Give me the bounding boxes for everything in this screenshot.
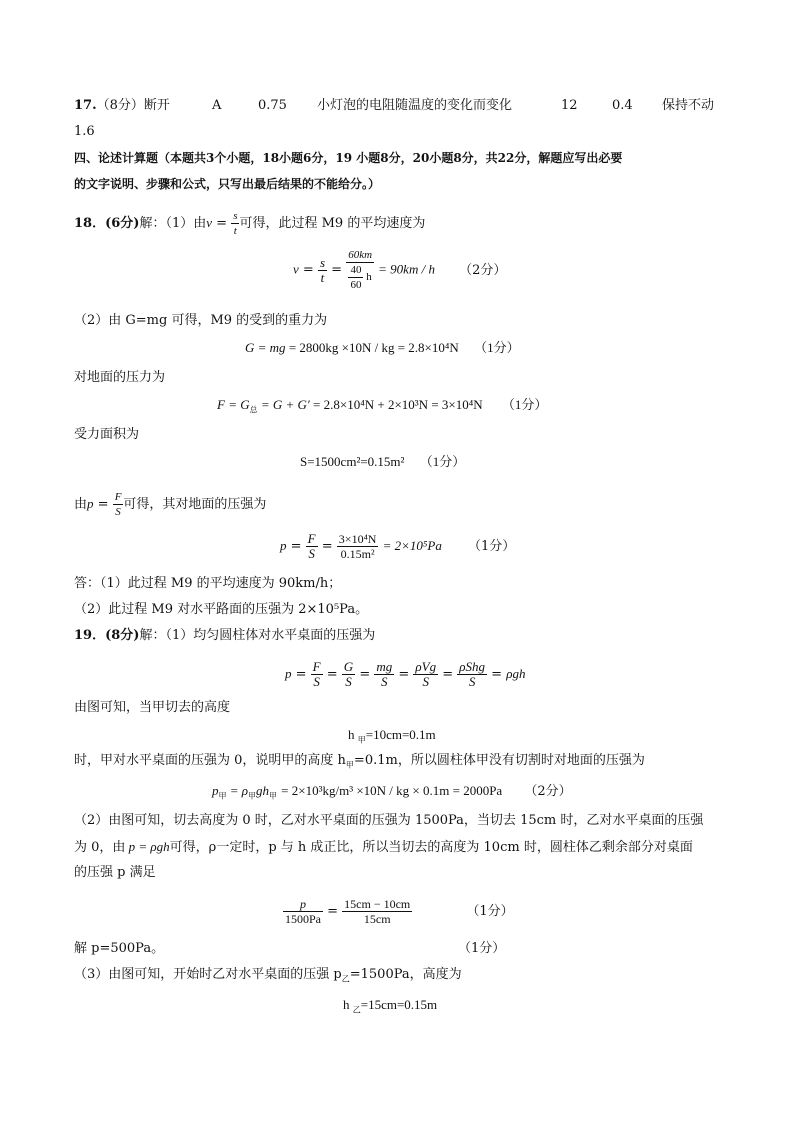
q19-eq-pressure-derivation: p = $\frac{F}{S}$ = $\frac{G}{S}$ = $\frac{mg}{S}$ = $\frac{\text{ρVg}}{S}$ = $\frac{\text{ρShg}}{S}$ = ρgh xyxy=(285,659,526,689)
q18-eq-velocity: v = $\frac{s}{t}$ = 60km $\frac{40}{60}$ h = 90km / h （2分） xyxy=(293,249,507,291)
q17-answer-5: 12 xyxy=(561,98,578,113)
sub-yi-2: 乙 xyxy=(352,1005,361,1015)
q19-intro-text: 解：（1）均匀圆柱体对水平桌面的压强为 xyxy=(139,628,376,643)
q18-intro-pressure: 由p = $\frac{F}{S}$ 可得，其对地面的压强为 xyxy=(74,491,267,518)
q18-eq-area xyxy=(300,454,465,470)
q19-part3 xyxy=(74,967,462,983)
eq-v-den-num: 40 xyxy=(350,264,362,276)
q19-eq-p-jia: $p_甲 = \rho_甲gh_甲 = 2\times 10^3kg/m^3 \times 10N$ / kg × 0.1m = 2000Pa （2分） xyxy=(212,783,572,801)
q18-intro: 18．(6分)解：（1）由v = $\frac{s}{t}$ 可得，此过程 M9 的平均速度为 xyxy=(74,210,426,237)
section4-heading-line2: 的文字说明、步骤和公式，只写出最后结果的不能给分。） xyxy=(74,177,381,191)
q19-part2-line2: 为 0，由 p = ρgh可得，ρ一定时，p 与 h 成正比，所以当切去的高度为 10cm 时，圆柱体乙剩余部分对桌面 xyxy=(74,839,693,855)
eq-v-den-den: 60 xyxy=(350,279,362,291)
q19-part3-b: =1500Pa，高度为 xyxy=(349,967,462,982)
q18-eq-gravity: G = mg = 2800kg ×10N / kg = 2.8×10⁴N （1分） xyxy=(245,340,520,355)
q19-part2-l2b: 可得，ρ一定时，p 与 h 成正比，所以当切去的高度为 10cm 时，圆柱体乙剩余部分对桌面 xyxy=(169,840,693,855)
eq-v-result: = 90km / h xyxy=(378,261,435,277)
h-jia-value: =10cm=0.1m xyxy=(365,727,436,742)
q19-solve: 解 p=500Pa。 xyxy=(74,941,165,956)
ratio-den-l: 1500Pa xyxy=(285,912,321,926)
eq-pj-body: = 2×10³kg/m³ ×10N / kg × 0.1m = 2000Pa xyxy=(281,783,503,798)
eq-p-den: 0.15m² xyxy=(340,547,375,561)
q17-answer-4: 小灯泡的电阻随温度的变化而变化 xyxy=(317,98,513,113)
eq-g-score: （1分） xyxy=(474,340,520,355)
q17-number: 17. xyxy=(74,98,97,113)
q19-intro xyxy=(74,628,375,644)
q18-intro-p-a: 由 xyxy=(74,497,88,512)
q17-score: （8分） xyxy=(96,98,144,113)
q19-part2-line3: 的压强 p 满足 xyxy=(74,865,156,880)
q18-intro-b: 可得，此过程 M9 的平均速度为 xyxy=(239,216,426,231)
q17-answer-1: 断开 xyxy=(143,98,170,113)
q17-answer-8: 1.6 xyxy=(74,124,95,139)
q19-part2-l2a: 为 0，由 xyxy=(74,840,126,855)
eq-g-body: = 2800kg ×10N / kg = 2.8×10⁴N xyxy=(288,340,459,355)
q19-number: 19．(8分) xyxy=(74,628,140,643)
q18-area-label: 受力面积为 xyxy=(74,427,140,442)
sub-jia: 甲 xyxy=(357,735,366,745)
q19-cont-b: =0.1m，所以圆柱体甲没有切割时对地面的压强为 xyxy=(353,753,645,768)
q17-answer-6: 0.4 xyxy=(612,98,633,113)
sub-yi: 乙 xyxy=(341,974,350,984)
q17-answer-3: 0.75 xyxy=(258,98,287,113)
ratio-num-l: p xyxy=(283,897,323,912)
h-yi-value: =15cm=0.15m xyxy=(360,997,438,1012)
section4-heading-line1: 四、论述计算题（本题共3个小题，18小题6分，19 小题8分，20小题8分，共22分，解题应写出必要 xyxy=(74,151,623,165)
sub-jia-3: 甲 xyxy=(218,791,227,801)
eq-p-num: 3×10⁴N xyxy=(338,532,377,546)
q18-pressure-force-label: 对地面的压力为 xyxy=(74,370,166,385)
q18-number: 18．(6分) xyxy=(74,216,140,231)
q18-eq-force: $F = G_总 = G + G' = 2.8\times 10^4N + 2\times 10^3N = 3\times 10^4N$ （1分） xyxy=(217,397,548,415)
sub-jia-4: 甲 xyxy=(248,791,257,801)
q19-part2-line1: （2）由图可知，切去高度为 0 时，乙对水平桌面的压强为 1500Pa，当切去 15cm 时，乙对水平桌面的压强 xyxy=(74,813,704,828)
q19-from-graph: 由图可知，当甲切去的高度 xyxy=(74,700,231,715)
eq-s-score: （1分） xyxy=(419,454,466,469)
q18-eq-pressure: p = $\frac{F}{S}$ = $\frac{\text{3×10⁴N}}{\text{0.15m²}}$ = 2×10⁵Pa （1分） xyxy=(280,531,516,561)
q19-eq-ratio: $\frac{p}{1500Pa}$ = $\frac{15cm - 10cm}{15cm}$ （1分） xyxy=(285,897,514,926)
q18-intro-p-b: 可得，其对地面的压强为 xyxy=(123,497,267,512)
q18-part2: （2）由 G=mg 可得，M9 的受到的重力为 xyxy=(74,313,328,328)
eq-p-result: = 2×10⁵Pa xyxy=(382,538,442,553)
sub-jia-2: 甲 xyxy=(345,760,354,770)
q19-part3-a: （3）由图可知，开始时乙对水平桌面的压强 p xyxy=(74,967,342,982)
eq-p-score: （1分） xyxy=(467,539,516,554)
ratio-num-r: 15cm − 10cm xyxy=(344,897,411,911)
q19-cont-a: 时，甲对水平桌面的压强为 0，说明甲的高度 h xyxy=(74,753,346,768)
q18-intro-a: 解：（1）由 xyxy=(139,216,207,231)
q17-answer-2: A xyxy=(212,98,222,113)
sub-total: 总 xyxy=(249,405,258,415)
q19-solve-score: （1分） xyxy=(458,941,506,956)
eq-s-body: S=1500cm²=0.15m² xyxy=(300,454,405,469)
q18-answer-1: 答：（1）此过程 M9 的平均速度为 90km/h； xyxy=(74,576,342,591)
q17-answer-7: 保持不动 xyxy=(662,98,715,113)
eq-ratio-score: （1分） xyxy=(466,904,514,919)
eq-v-numerator: 60km xyxy=(348,249,373,261)
sub-jia-5: 甲 xyxy=(269,791,278,801)
q19-h-jia: h $_甲$=10cm=0.1m xyxy=(348,727,436,745)
q17-line xyxy=(74,98,170,114)
q18-answer-2: （2）此过程 M9 对水平路面的压强为 2×10⁵Pa。 xyxy=(74,602,369,617)
eq-f-score: （1分） xyxy=(501,397,548,412)
q19-h-yi: h $_乙$=15cm=0.15m xyxy=(343,997,438,1015)
eq-pj-score: （2分） xyxy=(524,784,572,799)
ratio-den-r: 15cm xyxy=(363,912,391,926)
eq-f-body: = 2.8×10⁴N + 2×10³N = 3×10⁴N xyxy=(313,397,483,412)
q19-continuation xyxy=(74,753,645,769)
eq-v-score: （2分） xyxy=(459,262,507,278)
